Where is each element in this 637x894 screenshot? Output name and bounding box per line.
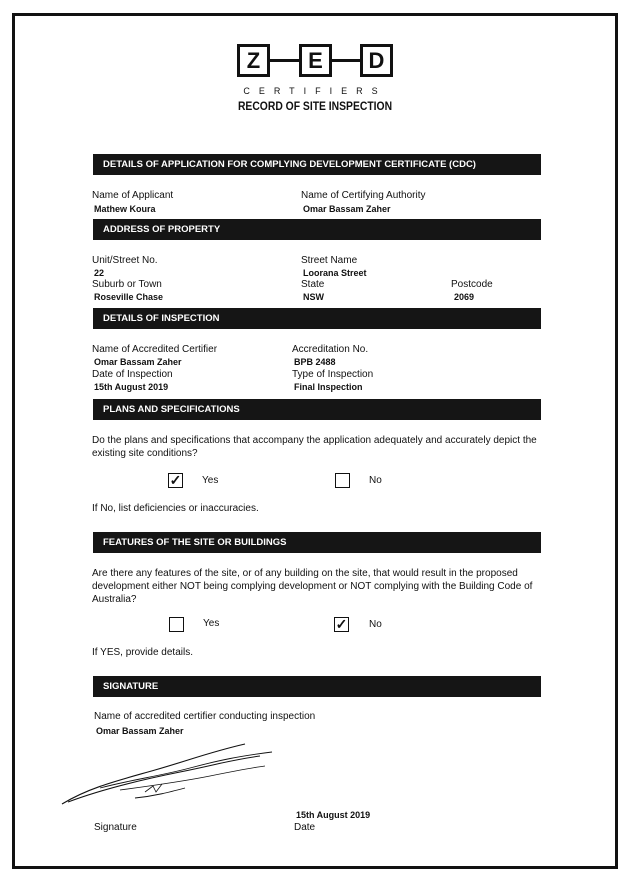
section-header-property: ADDRESS OF PROPERTY xyxy=(93,219,541,240)
authority-label: Name of Certifying Authority xyxy=(301,190,426,201)
accreditation-value: BPB 2488 xyxy=(294,357,336,367)
features-yes-checkbox[interactable] xyxy=(169,617,184,632)
logo-letter-z: Z xyxy=(237,44,270,77)
logo-tagline: CERTIFIERS xyxy=(243,86,387,96)
section-header-inspection: DETAILS OF INSPECTION xyxy=(93,308,541,329)
section-header-features: FEATURES OF THE SITE OR BUILDINGS xyxy=(93,532,541,553)
zed-logo xyxy=(237,44,393,84)
plans-question: Do the plans and specifications that accompany the application adequately and accurately depict the existing site conditions? xyxy=(92,435,537,459)
inspection-type-value: Final Inspection xyxy=(294,382,363,392)
unit-label: Unit/Street No. xyxy=(92,255,158,266)
plans-yes-checkbox[interactable]: ✓ xyxy=(169,472,182,488)
street-value: Loorana Street xyxy=(303,268,367,278)
inspection-date-label: Date of Inspection xyxy=(92,369,173,380)
section-header-plans: PLANS AND SPECIFICATIONS xyxy=(93,399,541,420)
plans-yes-label: Yes xyxy=(202,475,219,486)
accreditation-label: Accreditation No. xyxy=(292,344,369,355)
applicant-label: Name of Applicant xyxy=(92,190,174,201)
inspection-type-label: Type of Inspection xyxy=(292,369,374,380)
plans-no-checkbox[interactable] xyxy=(335,473,350,488)
suburb-value: Roseville Chase xyxy=(94,292,164,302)
plans-no-label: No xyxy=(369,475,382,486)
features-no-label: No xyxy=(369,619,382,630)
features-no-checkbox[interactable]: ✓ xyxy=(335,616,348,632)
unit-value: 22 xyxy=(94,268,105,278)
handwritten-signature xyxy=(60,742,275,812)
signature-date-value: 15th August 2019 xyxy=(296,810,371,820)
features-followup: If YES, provide details. xyxy=(92,647,193,658)
applicant-value: Mathew Koura xyxy=(94,204,156,214)
certifier-value: Omar Bassam Zaher xyxy=(94,357,182,367)
plans-followup: If No, list deficiencies or inaccuracies. xyxy=(92,503,259,514)
inspection-date-value: 15th August 2019 xyxy=(94,382,169,392)
signature-label: Signature xyxy=(94,822,137,833)
state-value: NSW xyxy=(303,292,324,302)
section-header-signature: SIGNATURE xyxy=(93,676,541,697)
signature-name-label: Name of accredited certifier conducting inspection xyxy=(94,711,316,722)
signature-date-label: Date xyxy=(294,822,316,833)
postcode-label: Postcode xyxy=(451,279,493,290)
authority-value: Omar Bassam Zaher xyxy=(303,204,391,214)
document-title: RECORD OF SITE INSPECTION xyxy=(237,101,393,113)
logo-letter-d: D xyxy=(360,44,393,77)
features-yes-label: Yes xyxy=(203,618,220,629)
features-question: Are there any features of the site, or of any building on the site, that would result in the proposed development either NOT being complying development or NOT complying with the Building Code of Australia? xyxy=(92,568,533,605)
state-label: State xyxy=(301,279,325,290)
suburb-label: Suburb or Town xyxy=(92,279,162,290)
street-label: Street Name xyxy=(301,255,358,266)
postcode-value: 2069 xyxy=(454,292,475,302)
section-header-application: DETAILS OF APPLICATION FOR COMPLYING DEVELOPMENT CERTIFICATE (CDC) xyxy=(93,154,541,175)
signature-name-value: Omar Bassam Zaher xyxy=(96,726,184,736)
logo-letter-e: E xyxy=(299,44,332,77)
certifier-label: Name of Accredited Certifier xyxy=(92,344,218,355)
